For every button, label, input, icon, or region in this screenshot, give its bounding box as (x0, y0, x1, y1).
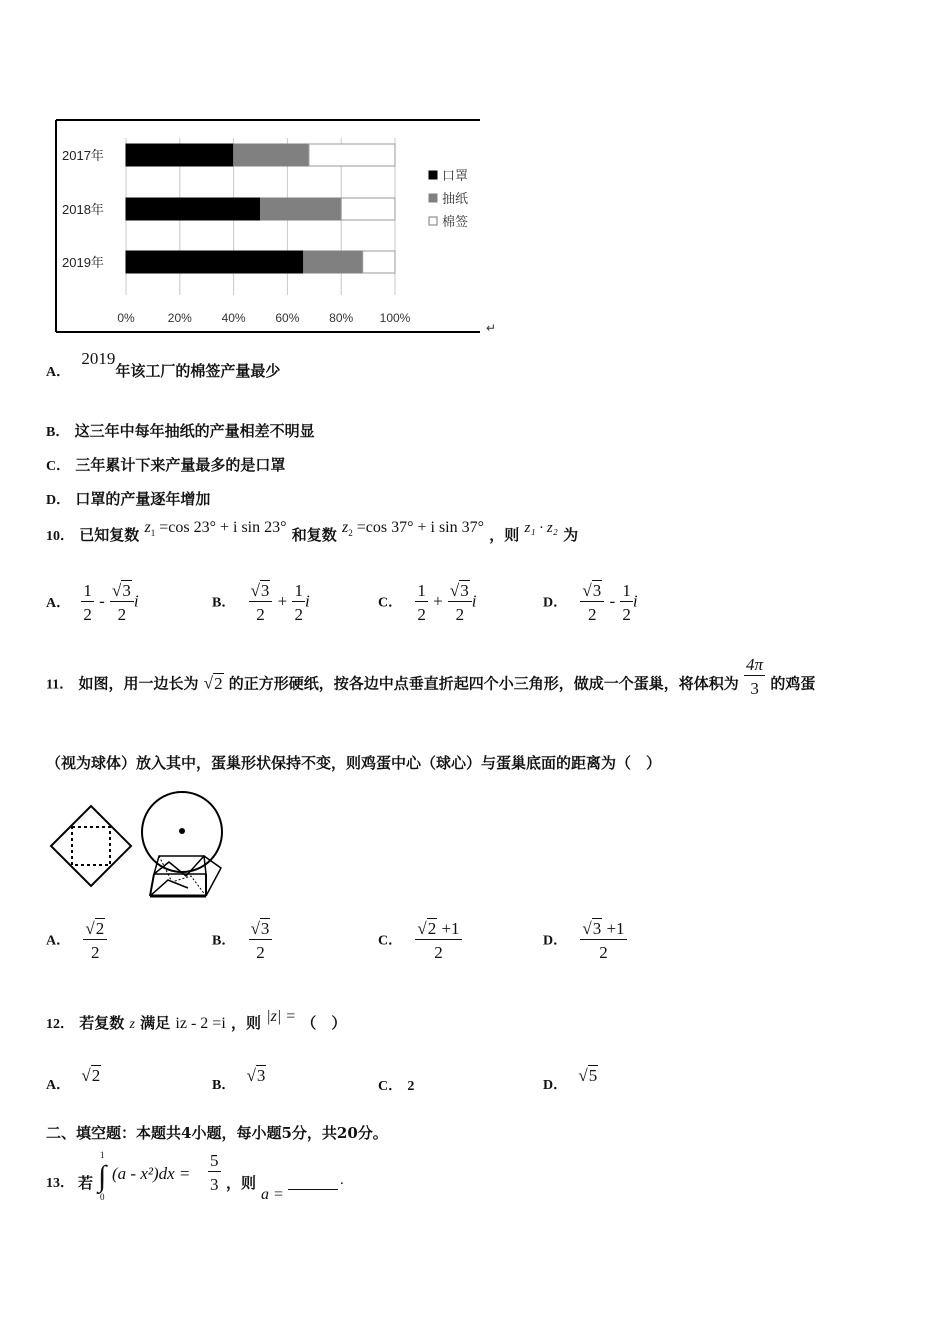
q11-option-d: D． $\frac{√3 +1}{2}$ (543, 919, 625, 962)
question-11: 11． 如图，用一边长为 √2 的正方形硬纸，按各边中点垂直折起四个小三角形，做成一个蛋巢，将体积为 $\frac{4\pi}{3}$ 的鸡蛋 (46, 655, 816, 698)
section-heading: 二、填空题：本题共4小题，每小题5分，共20分。 (46, 1124, 388, 1142)
option-text: 2 (407, 1079, 415, 1094)
dotted-square-shape (72, 827, 110, 865)
x-tick-label: 20% (167, 311, 192, 325)
integrand: (a - x²)dx = (112, 1164, 191, 1183)
x-tick-label: 0% (117, 311, 135, 325)
question-text: ，则 (226, 1174, 257, 1192)
q12-option-c (378, 1075, 414, 1095)
stacked-bar-chart (40, 110, 510, 350)
q10-option-d: D． $\frac{√3}{2}$ - $\frac{1}{2}$ i (543, 581, 638, 624)
option-label: C． (378, 933, 403, 949)
bar-segment-1 (261, 198, 342, 220)
q9-option-b (46, 420, 315, 441)
integral-upper-limit: 1 (100, 1150, 105, 1160)
egg-volume: $\frac{4\pi}{3}$ (746, 655, 764, 698)
q12-option-b: B． √3 (212, 1066, 266, 1093)
option-label: B． (212, 595, 236, 611)
q12-option-d: D． √5 (543, 1066, 598, 1093)
equation: iz - 2 =i (175, 1015, 226, 1032)
option-label: C． (378, 595, 403, 611)
q9-option-a (46, 349, 281, 381)
z-variable: z (129, 1017, 135, 1032)
option-label: D． (543, 933, 568, 949)
option-text: 这三年中每年抽纸的产量相差不明显 (74, 422, 315, 440)
option-text: 年该工厂的棉签产量最少 (115, 362, 281, 380)
q10-option-c: C． $\frac{1}{2}$ + $\frac{√3}{2}$ i (378, 581, 477, 624)
legend-label: 抽纸 (442, 191, 469, 206)
option-label: A． (46, 1078, 71, 1093)
z2-expression: $z_2 =\cos$ 37° + i sin 37° (342, 519, 485, 539)
abs-expression: |z| = (266, 1008, 297, 1025)
option-label: D． (543, 595, 568, 611)
bar-segment-0 (126, 144, 234, 166)
bar-segment-2 (363, 251, 395, 273)
option-label: B． (212, 933, 236, 949)
return-mark: ↵ (486, 321, 497, 335)
period: . (340, 1172, 344, 1188)
bar-segment-1 (304, 251, 363, 273)
q11-option-b: B． $\frac{√3}{2}$ (212, 920, 272, 961)
legend-label: 棉签 (442, 214, 469, 229)
option-label: D． (46, 493, 71, 508)
x-tick-label: 40% (221, 311, 246, 325)
option-text: 三年累计下来产量最多的是口罩 (75, 456, 286, 474)
z1-expression: $z_1 =\cos$ 23° + i sin 23° (144, 519, 287, 539)
question-text: 的鸡蛋 (770, 674, 816, 693)
question-11-line2: （视为球体）放入其中，蛋巢形状保持不变，则鸡蛋中心（球心）与蛋巢底面的距离为（ ） (46, 754, 662, 772)
question-text: 若复数 (79, 1014, 125, 1032)
x-tick-label: 80% (329, 311, 354, 325)
question-number: 13． (46, 1176, 74, 1191)
option-label: B． (212, 1078, 236, 1093)
question-number: 11． (46, 677, 74, 693)
option-label: C． (378, 1079, 403, 1094)
question-text: ，则 (489, 526, 520, 544)
category-label: 2019年 (62, 255, 104, 270)
question-text: （ ） (301, 1014, 347, 1032)
x-tick-label: 60% (275, 311, 300, 325)
answer-blank[interactable] (288, 1188, 338, 1190)
bar-segment-2 (341, 198, 395, 220)
question-12 (46, 1008, 347, 1033)
bar-segment-1 (234, 144, 309, 166)
folded-square-shape (51, 806, 131, 886)
option-label: A． (46, 365, 71, 380)
integral-value: $\frac{5}{3}$ (210, 1151, 219, 1194)
question-text: 和复数 (291, 526, 337, 544)
q12-option-a: A． √2 (46, 1066, 101, 1093)
option-label: B． (46, 425, 70, 440)
q10-option-b: B． $\frac{√3}{2}$ + $\frac{1}{2}$ i (212, 581, 310, 624)
question-number: 10． (46, 529, 74, 544)
question-text: 如图，用一边长为 (78, 674, 199, 693)
q9-option-c (46, 454, 285, 475)
legend-label: 口罩 (442, 168, 469, 183)
bar-segment-0 (126, 251, 304, 273)
sphere-center-dot (179, 828, 185, 834)
option-label: A． (46, 933, 71, 949)
integral-sign-icon: ∫ (98, 1160, 107, 1193)
x-tick-label: 100% (379, 311, 411, 325)
option-label: A． (46, 595, 71, 611)
integral-lower-limit: 0 (100, 1192, 105, 1202)
legend-swatch (429, 171, 437, 179)
question-text: 满足 (140, 1014, 171, 1032)
year-value: 2019 (81, 349, 116, 368)
q11-option-a: A． $\frac{√2}{2}$ (46, 920, 107, 961)
q9-option-d (46, 488, 210, 509)
option-label: C． (46, 459, 71, 474)
question-text: 为 (563, 526, 579, 544)
bar-segment-2 (309, 144, 395, 166)
question-text: 已知复数 (79, 526, 140, 544)
category-label: 2017年 (62, 148, 104, 163)
legend-swatch (429, 194, 437, 202)
legend-swatch (429, 217, 437, 225)
q11-option-c: C． $\frac{√2 +1}{2}$ (378, 919, 460, 962)
option-text: 口罩的产量逐年增加 (75, 490, 211, 508)
question-text: 若 (78, 1174, 94, 1192)
category-label: 2018年 (62, 202, 104, 217)
question-text: 的正方形硬纸，按各边中点垂直折起四个小三角形，做成一个蛋巢，将体积为 (228, 674, 739, 693)
question-text: ，则 (231, 1014, 262, 1032)
question-10 (46, 519, 579, 546)
bar-segment-0 (126, 198, 261, 220)
answer-label: a = (261, 1186, 284, 1203)
option-label: D． (543, 1078, 568, 1093)
question-number: 12． (46, 1017, 74, 1032)
egg-nest-figure (46, 784, 236, 904)
q10-option-a: A． $\frac{1}{2}$ - $\frac{√3}{2}$ i (46, 581, 139, 624)
product-expression: z₁ · z₂ (524, 520, 558, 536)
